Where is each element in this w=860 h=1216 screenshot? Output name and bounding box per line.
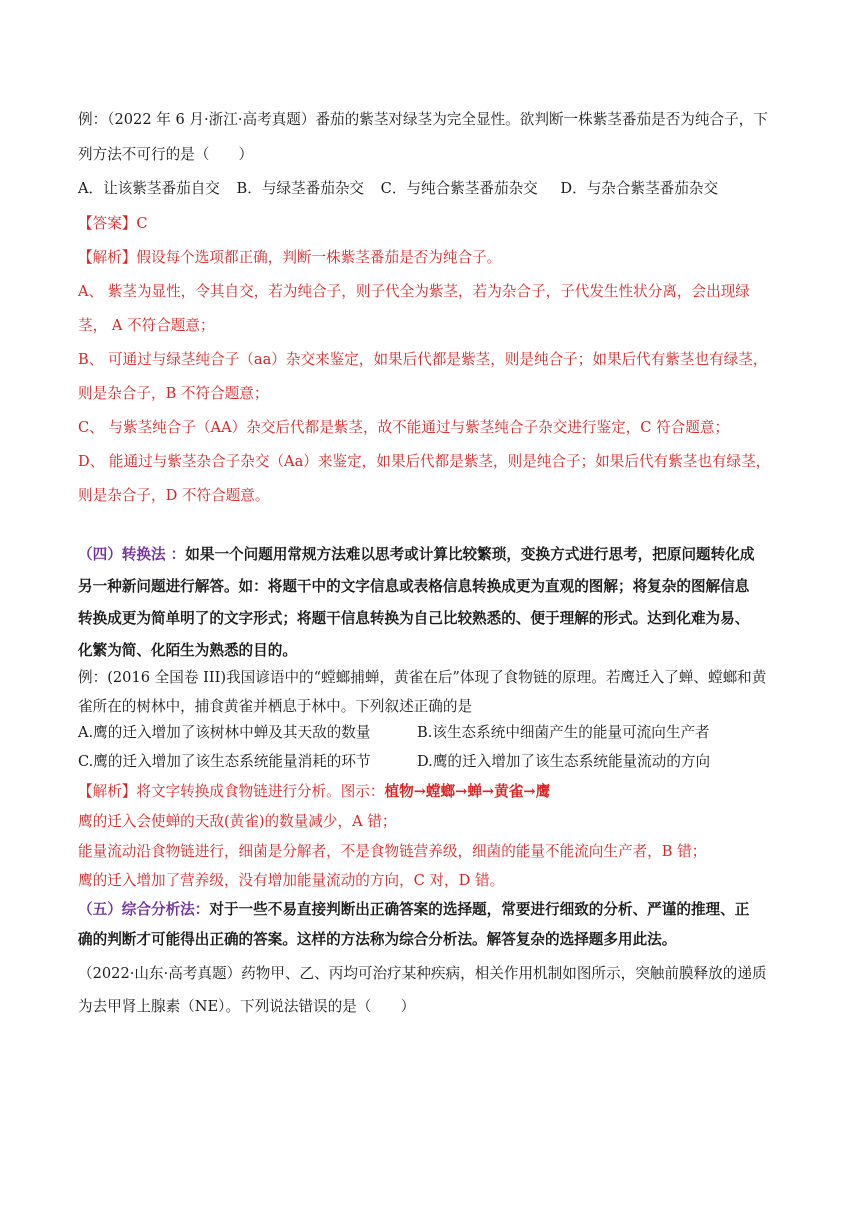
method4-text1: 如果一个问题用常规方法难以思考或计算比较繁琐，变换方式进行思考，把原问题转化成 [185,546,755,563]
analysis-label: 【解析】 [78,249,137,266]
q1-answer [78,213,148,235]
q3-stem-line1: （2022·山东·高考真题）药物甲、乙、丙均可治疗某种疾病，相关作用机制如图所示，突触前膜释放的递质 [78,965,767,982]
q2-analysis-line3: 能量流动沿食物链进行，细菌是分解者，不是食物链营养级，细菌的能量不能流向生产者，B 错； [78,843,707,860]
method5-text1: 对于一些不易直接判断出正确答案的选择题，常要进行细致的分析、严谨的推理、正 [209,901,750,918]
q1-analysis-c-line1: C、 与紫茎纯合子（AA）杂交后代都是紫茎，故不能通过与紫茎纯合子杂交进行鉴定，C 符合题意； [78,419,730,436]
method5-heading: （五）综合分析法： [78,901,210,918]
analysis-text: 将文字转换成食物链进行分析。图示： [136,783,385,800]
q1-analysis-a-line1: A、 紫茎为显性，令其自交，若为纯合子，则子代全为紫茎，若为杂合子，子代发生性状分离，会出现绿 [78,283,750,300]
q1-options [78,178,718,200]
method4-line2: 另一种新问题进行解答。如：将题干中的文字信息或表格信息转换成更为直观的图解；将复杂的图解信息 [78,578,750,595]
q1-option-b: B．与绿茎番茄杂交 [236,180,365,197]
method4-heading: （四）转换法 ： [78,546,186,563]
q1-option-c: C．与纯合紫茎番茄杂交 [380,180,538,197]
analysis-text: 假设每个选项都正确，判断一株紫茎番茄是否为纯合子。 [136,249,502,266]
answer-label: 【答案】 [78,215,137,232]
q1-analysis-b-line2: 则是杂合子，B 不符合题意； [78,385,269,402]
q1-option-d: D．与杂合紫茎番茄杂交 [560,180,719,197]
method5-line2: 确的判断才可能得出正确的答案。这样的方法称为综合分析法。解答复杂的选择题多用此法。 [78,931,677,948]
q2-option-a: A.鹰的迁入增加了该树林中蝉及其天敌的数量 [78,724,371,741]
q1-analysis-a-line2: 茎， A 不符合题意； [78,317,215,334]
analysis-label: 【解析】 [78,783,137,800]
q2-stem-line2: 雀所在的树林中，捕食黄雀并栖息于林中。下列叙述正确的是 [78,698,473,715]
q1-analysis-b-line1: B、 可通过与绿茎纯合子（aa）杂交来鉴定，如果后代都是紫茎，则是纯合子；如果后代有紫茎也有绿茎， [78,351,768,368]
q2-option-c: C.鹰的迁入增加了该生态系统能量消耗的环节 [78,753,371,770]
q3-stem-line2: 为去甲肾上腺素（NE）。下列说法错误的是（ ） [78,998,416,1015]
q1-stem-line2: 列方法不可行的是（ ） [78,146,254,163]
q2-option-b: B.该生态系统中细菌产生的能量可流向生产者 [417,724,710,741]
food-chain: 植物→螳螂→蝉→黄雀→鹰 [384,783,551,800]
answer-value: C [136,215,148,232]
method4-line1 [78,544,754,566]
q1-analysis-d-line2: 则是杂合子，D 不符合题意。 [78,487,270,504]
q1-stem-line1: 例：（2022 年 6 月·浙江·高考真题）番茄的紫茎对绿茎为完全显性。欲判断一株紫茎番茄是否为纯合子，下 [78,111,768,128]
q2-analysis-line2: 鹰的迁入会使蝉的天敌(黄雀)的数量减少，A 错； [78,813,397,830]
q2-stem-line1: 例：(2016 全国卷 III)我国谚语中的“螳螂捕蝉，黄雀在后”体现了食物链的原理。若鹰迁入了蝉、螳螂和黄 [78,669,767,686]
q2-option-d: D.鹰的迁入增加了该生态系统能量流动的方向 [417,753,711,770]
q2-analysis-line4: 鹰的迁入增加了营养级，没有增加能量流动的方向，C 对，D 错。 [78,872,505,889]
q1-analysis [78,247,501,269]
method4-line4: 化繁为简、化陌生为熟悉的目的。 [78,642,297,659]
q2-analysis [78,781,550,803]
q1-analysis-d-line1: D、 能通过与紫茎杂合子杂交（Aa）来鉴定，如果后代都是紫茎，则是纯合子；如果后代有紫茎也有绿茎， [78,453,771,470]
method5-line1 [78,899,749,921]
method4-line3: 转换成更为简单明了的文字形式；将题干信息转换为自己比较熟悉的、便于理解的形式。达到化难为易、 [78,610,750,627]
q1-option-a: A．让该紫茎番茄自交 [78,180,220,197]
